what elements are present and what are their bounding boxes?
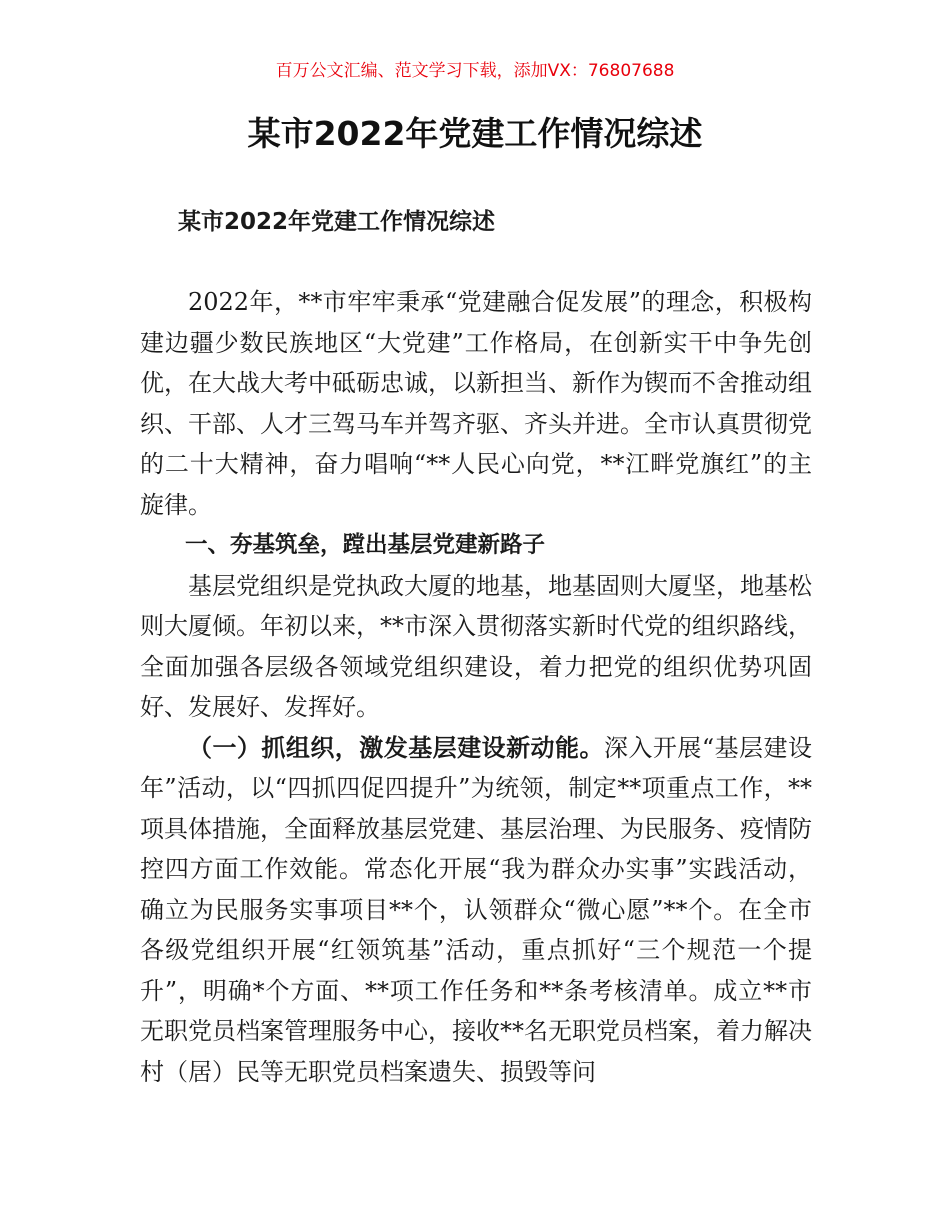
- document-body: [140, 282, 812, 1092]
- subsection-1-lead: （一）抓组织，激发基层建设新动能。: [188, 733, 604, 762]
- document-subtitle: 某市2022年党建工作情况综述: [178, 209, 496, 235]
- section-heading-1: 一、夯基筑垒，蹚出基层党建新路子: [185, 532, 546, 558]
- subsection-1-paragraph: [140, 728, 812, 1093]
- header-banner: 百万公文汇编、范文学习下载，添加VX：76807688: [275, 61, 675, 81]
- document-title: 某市2022年党建工作情况综述: [247, 114, 703, 153]
- subsection-1-body: 深入开展“基层建设年”活动，以“四抓四促四提升”为统领，制定**项重点工作，**项具体措施，全面释放基层党建、基层治理、为民服务、疫情防控四方面工作效能。常态化开展“我为群众办实事”实践活动，确立为民服务实事项目**个，认领群众“微心愿”**个。在全市各级党组织开展“红领筑基”活动，重点抓好“三个规范一个提升”，明确*个方面、**项工作任务和**条考核清单。成立**市无职党员档案管理服务中心，接收**名无职党员档案，着力解决村（居）民等无职党员档案遗失、损毁等问: [140, 733, 812, 1086]
- intro-paragraph: 2022年，**市牢牢秉承“党建融合促发展”的理念，积极构建边疆少数民族地区“大党建”工作格局，在创新实干中争先创优，在大战大考中砥砺忠诚，以新担当、新作为锲而不舍推动组织、干部、人才三驾马车并驾齐驱、齐头并进。全市认真贯彻党的二十大精神，奋力唱响“**人民心向党，**江畔党旗红”的主旋律。: [140, 288, 812, 519]
- section-1-paragraph: 基层党组织是党执政大厦的地基，地基固则大厦坚，地基松则大厦倾。年初以来，**市深入贯彻落实新时代党的组织路线，全面加强各层级各领域党组织建设，着力把党的组织优势巩固好、发展好、发挥好。: [140, 571, 812, 721]
